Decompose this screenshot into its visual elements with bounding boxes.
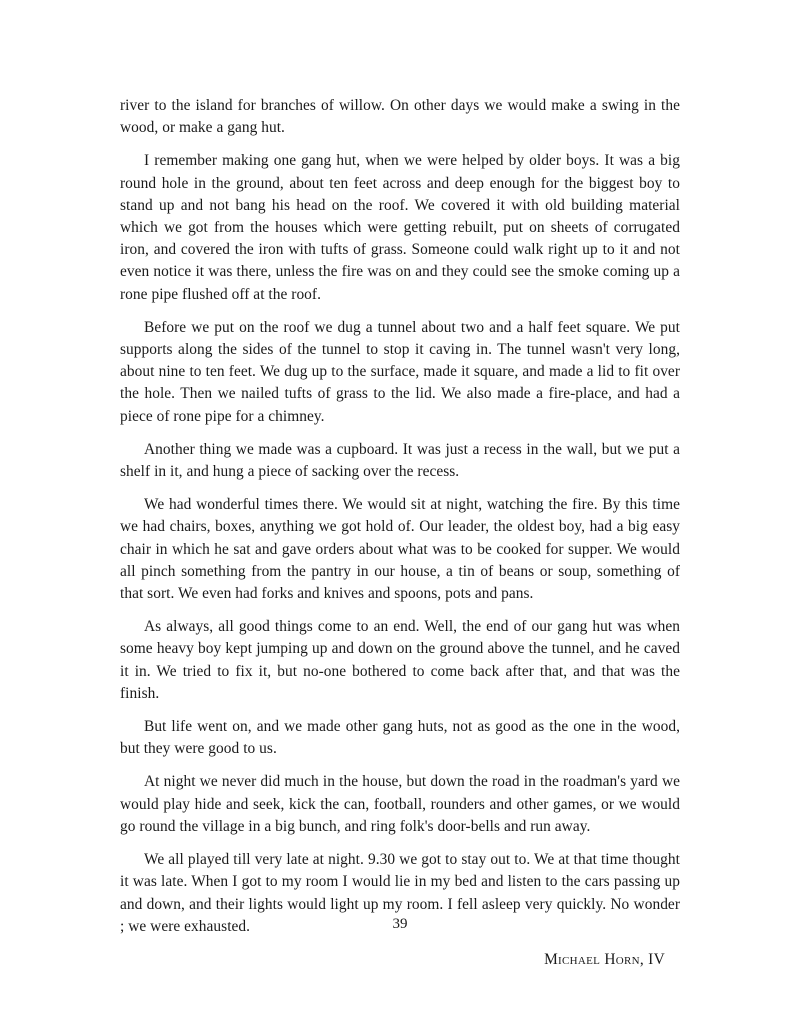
paragraph-1: river to the island for branches of willow. On other days we would make a swing in the wood, or make a gang hut. <box>120 97 680 137</box>
paragraph-3: Before we put on the roof we dug a tunnel about two and a half feet square. We put supports along the sides of the tunnel to stop it caving in. The tunnel wasn't very long, about nine to ten feet. We dug up to the surface, made it square, and made a lid to fit over the hole. Then we nailed tufts of grass to the lid. We also made a fire-place, and had a piece of rone pipe for a chimney. <box>120 318 680 425</box>
author-signature: Michael Horn, IV <box>544 950 665 968</box>
paragraph-2: I remember making one gang hut, when we were helped by older boys. It was a big round hole in the ground, about ten feet across and deep enough for the biggest boy to stand up and not bang his head on the roof. We covered it with old building material which we got from the houses which were getting rebuilt, put on sheets of corrugated iron, and covered the iron with tufts of grass. Someone could walk right up to it and not even notice it was there, unless the fire was on and they could see the smoke coming up a rone pipe flushed off at the roof. <box>120 152 680 303</box>
paragraph-4: Another thing we made was a cupboard. It was just a recess in the wall, but we put a shelf in it, and hung a piece of sacking over the recess. <box>120 440 680 481</box>
paragraph-9: We all played till very late at night. 9.30 we got to stay out to. We at that time thought it was late. When I got to my room I would lie in my bed and listen to the cars passing up and down, and their lights would light up my room. I fell asleep very quickly. No wonder ; we were exhausted. <box>120 851 680 935</box>
paragraph-5: We had wonderful times there. We would sit at night, watching the fire. By this time we had chairs, boxes, anything we got hold of. Our leader, the oldest boy, had a big easy chair in which he sat and gave orders about what was to be cooked for supper. We would all pinch something from the pantry in our house, a tin of beans or soup, something of that sort. We even had forks and knives and spoons, pots and pans. <box>120 496 680 603</box>
paragraph-8: At night we never did much in the house, but down the road in the roadman's yard we would play hide and seek, kick the can, football, rounders and other games, or we would go round the village in a big bunch, and ring folk's door-bells and run away. <box>120 773 680 835</box>
paragraph-7: But life went on, and we made other gang huts, not as good as the one in the wood, but they were good to us. <box>120 718 680 758</box>
document-page <box>120 95 680 971</box>
paragraph-6: As always, all good things come to an end. Well, the end of our gang hut was when some heavy boy kept jumping up and down on the ground above the tunnel, and he caved it in. We tried to fix it, but no-one bothered to come back after that, and that was the finish. <box>120 618 680 702</box>
page-number: 39 <box>392 916 408 932</box>
